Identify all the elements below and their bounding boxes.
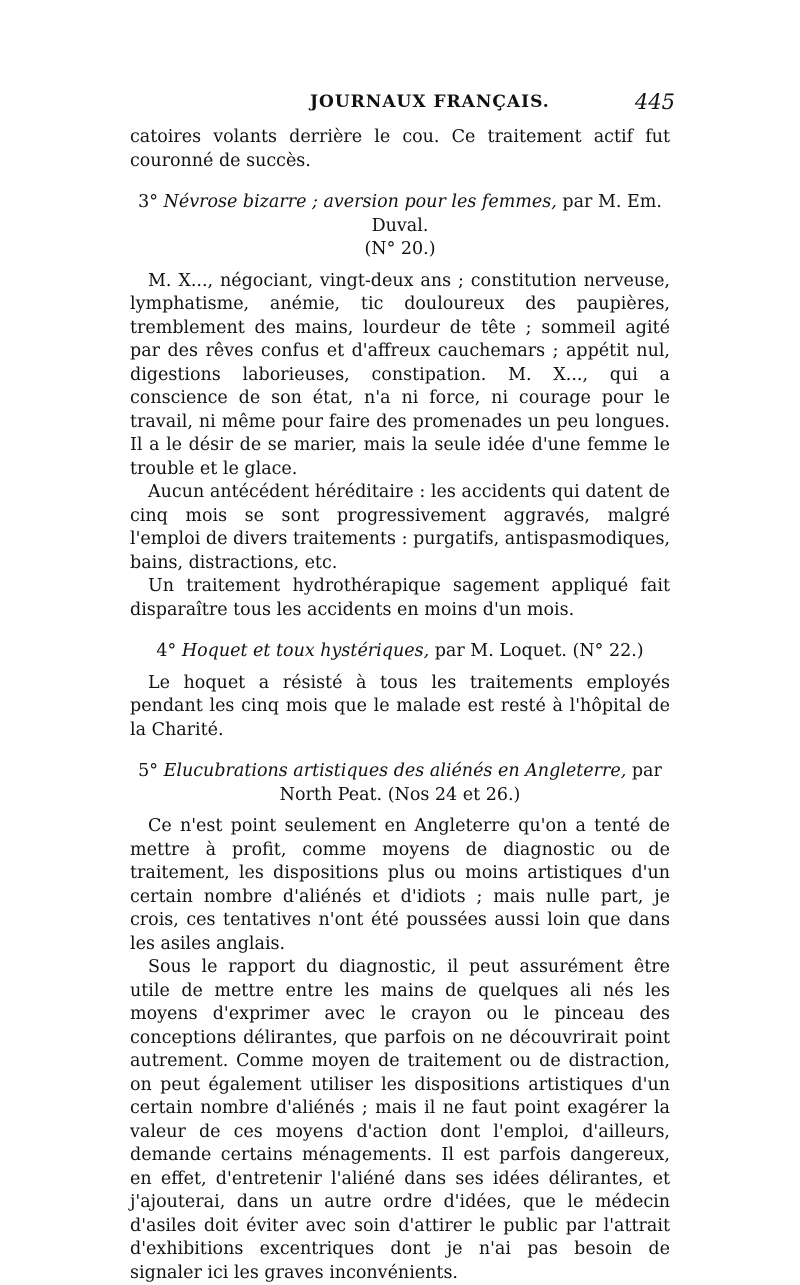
section-number: 4° <box>156 641 177 661</box>
paragraph: Sous le rapport du diagnostic, il peut assurément être utile de mettre entre les mains de quelques ali nés les moyens d'exprimer avec le crayon ou le pinceau des conceptions délirantes, que parfois on ne découvrirait point autrement. Comme moyen de traitement ou de distraction, on peut également utiliser les dispositions artistiques d'un certain nombre d'aliénés ; mais il ne faut point exagérer la valeur de ces moyens d'action dont l'emploi, d'ailleurs, demande certains ménagements. Il est parfois dangereux, en effet, d'entretenir l'aliéné dans ses idées délirantes, et j'ajouterai, dans un autre ordre d'idées, que le médecin d'asiles doit éviter avec soin d'attirer le public par l'attrait d'exhibitions excentriques dont je n'ai pas besoin de signaler ici les graves inconvénients. <box>130 957 670 1283</box>
section-author: par North Peat. <box>279 761 662 805</box>
running-title: JOURNAUX FRANÇAIS. <box>310 92 550 112</box>
paragraph: Un traitement hydrothérapique sagement appliqué fait disparaître tous les accidents en moins d'un mois. <box>130 576 670 620</box>
section-author: par M. Em. Duval. <box>371 192 662 236</box>
page-header <box>130 92 675 122</box>
paragraph: M. X..., négociant, vingt-deux ans ; constitution nerveuse, lymphatisme, anémie, tic douloureux des paupières, tremblement des mains, lourdeur de tête ; sommeil agité par des rêves confus et d'affreux cauchemars ; appétit nul, digestions laborieuses, constipation. M. X..., qui a conscience de son état, n'a ni force, ni courage pour le travail, ni même pour faire des promenades un peu longues. Il a le désir de se marier, mais la seule idée d'une femme le trouble et le glace. <box>130 270 670 479</box>
section-number: 3° <box>138 192 158 212</box>
section-reference: (N° 22.) <box>572 641 644 661</box>
section-reference: (Nos 24 et 26.) <box>387 784 521 805</box>
paragraph: Le hoquet a résisté à tous les traitements employés pendant les cinq mois que le malade est resté à l'hôpital de la Charité. <box>130 672 670 740</box>
page-number: 445 <box>634 90 675 114</box>
continuation-paragraph: catoires volants derrière le cou. Ce traitement actif fut couronné de succès. <box>130 127 670 171</box>
section-number: 5° <box>138 761 159 781</box>
paragraph: Ce n'est point seulement en Angleterre qu'on a tenté de mettre à profit, comme moyens de diagnostic ou de traitement, les dispositions plus ou moins artistiques d'un certain nombre d'aliénés et d'idiots ; mais nulle part, je crois, ces tentatives n'ont été poussées aussi loin que dans les asiles anglais. <box>130 816 670 954</box>
section-heading-3 <box>130 191 670 262</box>
body-text <box>130 126 670 1285</box>
section-reference: (N° 20.) <box>364 239 436 259</box>
section-title: Elucubrations artistiques des aliénés en Angleterre, <box>163 761 627 781</box>
section-title: Névrose bizarre ; aversion pour les femmes, <box>163 192 557 212</box>
section-heading-4 <box>130 640 670 664</box>
section-title: Hoquet et toux hystériques, <box>181 641 430 661</box>
section-heading-5 <box>130 760 670 807</box>
paragraph: Aucun antécédent héréditaire : les accidents qui datent de cinq mois se sont progressivement aggravés, malgré l'emploi de divers traitements : purgatifs, antispasmodiques, bains, distractions, etc. <box>130 482 670 573</box>
section-author: par M. Loquet. <box>434 641 567 661</box>
